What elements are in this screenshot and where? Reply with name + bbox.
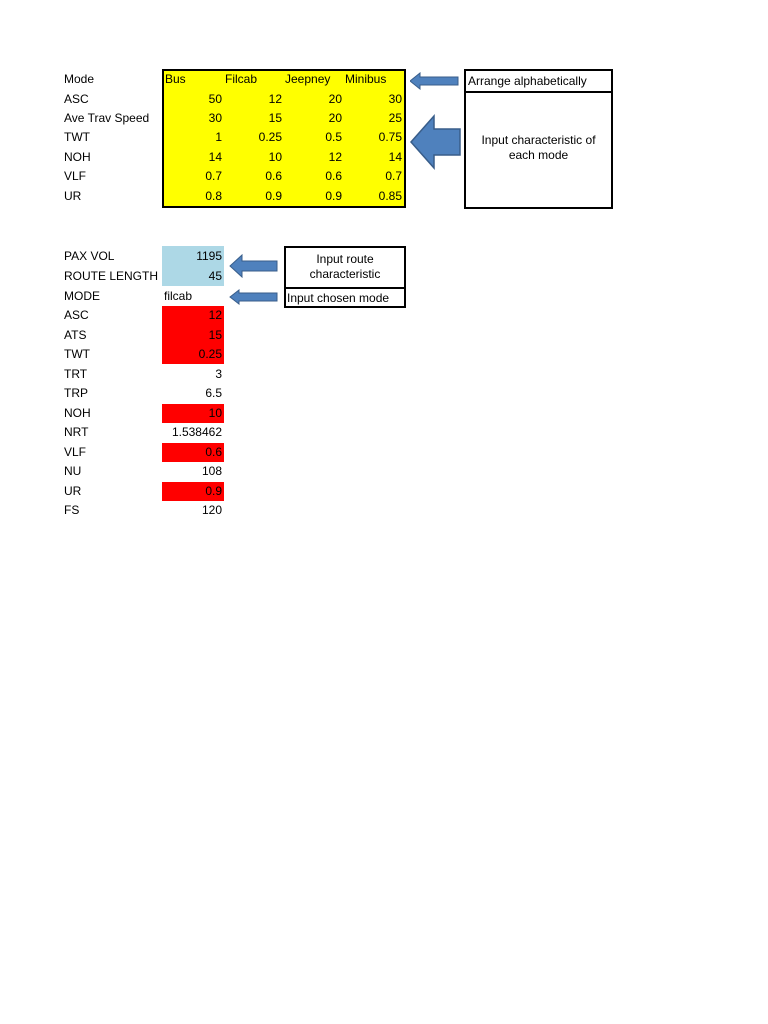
cell: 14 bbox=[388, 150, 402, 164]
cell: 0.9 bbox=[325, 189, 342, 203]
label-ats: ATS bbox=[64, 328, 87, 342]
row-label-twt: TWT bbox=[64, 130, 90, 144]
label-route-length: ROUTE LENGTH bbox=[64, 269, 159, 283]
value-ur: 0.9 bbox=[205, 484, 222, 498]
divider bbox=[466, 91, 611, 93]
arrow-left-icon bbox=[410, 114, 462, 170]
mode-notes-box bbox=[464, 69, 613, 209]
value-vlf: 0.6 bbox=[205, 445, 222, 459]
cell: 0.6 bbox=[265, 169, 282, 183]
arrow-left-icon bbox=[410, 72, 460, 90]
note-arrange: Arrange alphabetically bbox=[468, 74, 587, 88]
cell: 30 bbox=[388, 92, 402, 106]
row-label-vlf: VLF bbox=[64, 169, 87, 183]
value-trp: 6.5 bbox=[205, 386, 222, 400]
mode-jeepney: Jeepney bbox=[285, 72, 331, 86]
cell: 0.9 bbox=[265, 189, 282, 203]
cell: 12 bbox=[268, 92, 282, 106]
cell: 12 bbox=[328, 150, 342, 164]
note-input-chosen-mode: Input chosen mode bbox=[287, 291, 390, 305]
cell: 0.5 bbox=[325, 130, 342, 144]
mode-minibus: Minibus bbox=[345, 72, 387, 86]
label-twt: TWT bbox=[64, 347, 90, 361]
label-nrt: NRT bbox=[64, 425, 89, 439]
mode-bus: Bus bbox=[165, 72, 186, 86]
cell: 25 bbox=[388, 111, 402, 125]
label-asc: ASC bbox=[64, 308, 89, 322]
cell: 0.85 bbox=[378, 189, 402, 203]
value-trt: 3 bbox=[215, 367, 222, 381]
value-fs: 120 bbox=[201, 503, 222, 517]
mode-filcab: Filcab bbox=[225, 72, 258, 86]
value-route-length: 45 bbox=[208, 269, 222, 283]
arrow-left-icon bbox=[229, 254, 279, 278]
note-input-route: Input route characteristic bbox=[309, 252, 381, 281]
value-ats: 15 bbox=[208, 328, 222, 342]
cell: 20 bbox=[328, 111, 342, 125]
label-nu: NU bbox=[64, 464, 82, 478]
cell: 30 bbox=[208, 111, 222, 125]
label-pax-vol: PAX VOL bbox=[64, 249, 115, 263]
cell: 0.7 bbox=[205, 169, 222, 183]
cell: 0.6 bbox=[325, 169, 342, 183]
value-asc: 12 bbox=[208, 308, 222, 322]
cell: 0.25 bbox=[258, 130, 282, 144]
row-label-noh: NOH bbox=[64, 150, 91, 164]
arrow-left-icon bbox=[229, 289, 279, 305]
value-nu: 108 bbox=[201, 464, 222, 478]
cell: 0.8 bbox=[205, 189, 222, 203]
cell: 20 bbox=[328, 92, 342, 106]
route-notes-box bbox=[284, 246, 406, 308]
cell: 0.75 bbox=[378, 130, 402, 144]
value-twt: 0.25 bbox=[198, 347, 222, 361]
label-ur: UR bbox=[64, 484, 82, 498]
label-fs: FS bbox=[64, 503, 80, 517]
cell: 50 bbox=[208, 92, 222, 106]
label-noh: NOH bbox=[64, 406, 91, 420]
cell: 10 bbox=[268, 150, 282, 164]
cell: 15 bbox=[268, 111, 282, 125]
label-trt: TRT bbox=[64, 367, 88, 381]
label-trp: TRP bbox=[64, 386, 88, 400]
label-vlf: VLF bbox=[64, 445, 87, 459]
value-nrt: 1.538462 bbox=[171, 425, 222, 439]
row-label-asc: ASC bbox=[64, 92, 89, 106]
note-input-mode-characteristic: Input characteristic of each mode bbox=[481, 133, 596, 162]
value-pax-vol: 1195 bbox=[196, 249, 222, 263]
cell: 0.7 bbox=[385, 169, 402, 183]
mode-header-label: Mode bbox=[64, 72, 95, 86]
cell: 14 bbox=[208, 150, 222, 164]
row-label-ave-trav-speed: Ave Trav Speed bbox=[64, 111, 150, 125]
cell: 1 bbox=[215, 130, 222, 144]
value-noh: 10 bbox=[208, 406, 222, 420]
row-label-ur: UR bbox=[64, 189, 82, 203]
value-mode: filcab bbox=[164, 289, 193, 303]
label-mode: MODE bbox=[64, 289, 100, 303]
